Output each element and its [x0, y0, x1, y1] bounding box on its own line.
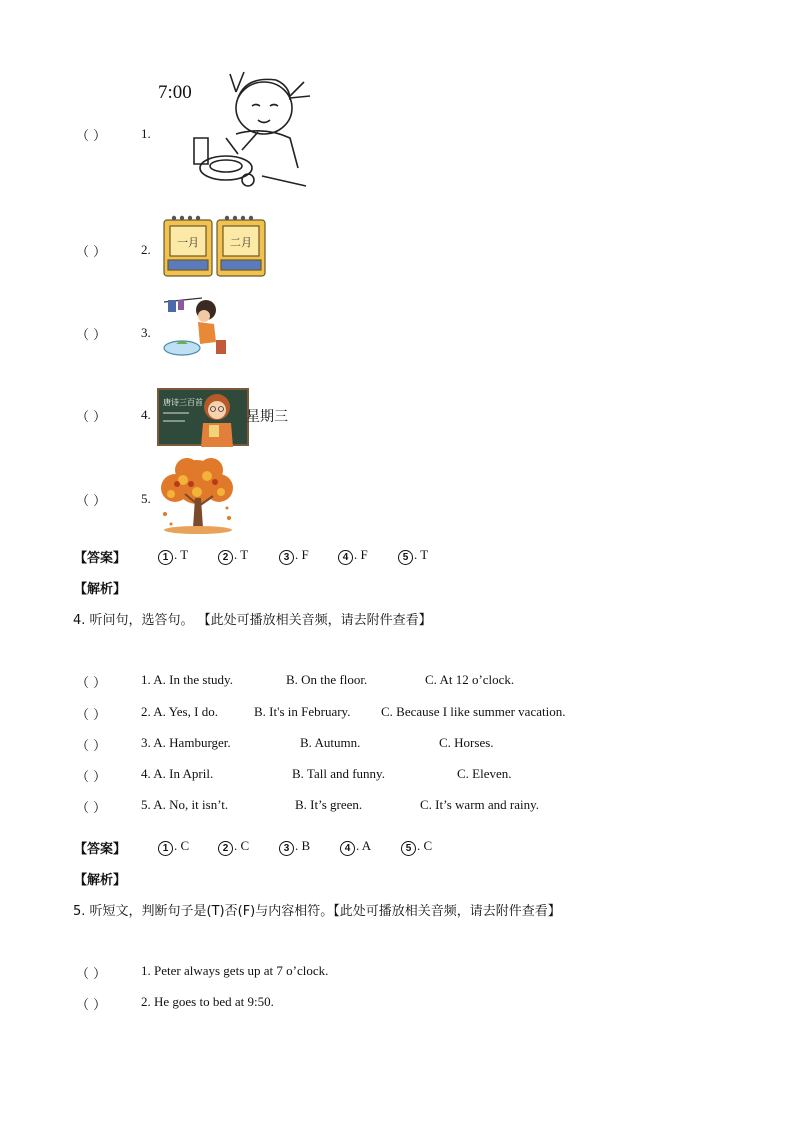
- q4-item-2-option-b: B. It's in February.: [254, 704, 351, 719]
- answer-item: 1 . T: [158, 547, 188, 565]
- item-number: 1.: [141, 126, 151, 141]
- q4-item-3-option-b: B. Autumn.: [300, 735, 361, 750]
- q4-item-4: 4. A. In April.: [141, 766, 214, 781]
- time-label: 7:00: [158, 82, 192, 103]
- item-number: 4.: [141, 407, 151, 422]
- question-5-title: 5. 听短文，判断句子是(T)否(F)与内容相符。【此处可播放相关音频，请去附件查看】: [73, 904, 561, 919]
- q4-item-3: 3. A. Hamburger.: [141, 735, 231, 750]
- answer-item: 1 . C: [158, 838, 189, 856]
- item-number: 3.: [141, 325, 151, 340]
- answer-blank[interactable]: （ ）: [76, 967, 107, 982]
- q4-item-1-option-c: C. At 12 o’clock.: [425, 672, 515, 687]
- answer-number-circle: 4: [340, 841, 355, 856]
- answer-item: 5 . T: [398, 547, 428, 565]
- q4-item-2: 2. A. Yes, I do.: [141, 704, 218, 719]
- answer-blank[interactable]: （ ）: [76, 410, 107, 425]
- answer-number-circle: 2: [218, 841, 233, 856]
- answer-number-circle: 5: [401, 841, 416, 856]
- answer-item: 3 . F: [279, 547, 309, 565]
- q4-item-5: 5. A. No, it isn’t.: [141, 797, 229, 812]
- q4-item-1-option-b: B. On the floor.: [286, 672, 368, 687]
- answer-number-circle: 2: [218, 550, 233, 565]
- answer-number-circle: 1: [158, 841, 173, 856]
- teacher-blackboard-image: [157, 385, 249, 447]
- calendar-label-jan: 一月: [177, 236, 199, 249]
- q4-item-2-option-c: C. Because I like summer vacation.: [381, 704, 566, 719]
- question-4-title: 4. 听问句，选答句。 【此处可播放相关音频，请去附件查看】: [73, 613, 432, 628]
- answer-item: 3 . B: [279, 838, 310, 856]
- answer-number-circle: 5: [398, 550, 413, 565]
- q4-item-3-option-c: C. Horses.: [439, 735, 494, 750]
- q4-item-1: 1. A. In the study.: [141, 672, 233, 687]
- answer-blank[interactable]: （ ）: [76, 676, 107, 691]
- analysis-tag: 【解析】: [74, 582, 127, 597]
- answer-blank[interactable]: （ ）: [76, 998, 107, 1013]
- answer-item: 2 . C: [218, 838, 249, 856]
- calendar-label-feb: 二月: [230, 236, 252, 249]
- answer-item: 4 . A: [340, 838, 371, 856]
- item-number: 5.: [141, 491, 151, 506]
- item-number: 2.: [141, 242, 151, 257]
- q4-item-4-option-c: C. Eleven.: [457, 766, 512, 781]
- answer-blank[interactable]: （ ）: [76, 328, 107, 343]
- answer-blank[interactable]: （ ）: [76, 129, 107, 144]
- autumn-tree-image: [157, 458, 239, 536]
- girl-eating-breakfast-image: [186, 68, 316, 190]
- answer-item: 4 . F: [338, 547, 368, 565]
- q4-item-5-option-b: B. It’s green.: [295, 797, 363, 812]
- answer-blank[interactable]: （ ）: [76, 801, 107, 816]
- q4-item-5-option-c: C. It’s warm and rainy.: [420, 797, 540, 812]
- answer-number-circle: 3: [279, 841, 294, 856]
- analysis-tag: 【解析】: [74, 873, 127, 888]
- answer-item: 5 . C: [401, 838, 432, 856]
- answer-blank[interactable]: （ ）: [76, 708, 107, 723]
- answer-blank[interactable]: （ ）: [76, 739, 107, 754]
- board-text: 唐诗三百首: [163, 398, 203, 407]
- weekday-label: 星期三: [246, 409, 288, 425]
- answer-blank[interactable]: （ ）: [76, 770, 107, 785]
- q5-item-1: 1. Peter always gets up at 7 o’clock.: [141, 963, 329, 978]
- girl-washing-clothes-image: [162, 294, 230, 360]
- q4-item-4-option-b: B. Tall and funny.: [292, 766, 385, 781]
- answer-blank[interactable]: （ ）: [76, 494, 107, 509]
- answer-number-circle: 3: [279, 550, 294, 565]
- calendar-jan-feb-image: [162, 212, 268, 278]
- q5-item-2: 2. He goes to bed at 9:50.: [141, 994, 274, 1009]
- answer-number-circle: 4: [338, 550, 353, 565]
- answer-tag: 【答案】: [74, 551, 127, 566]
- answer-blank[interactable]: （ ）: [76, 245, 107, 260]
- answer-tag: 【答案】: [74, 842, 127, 857]
- answer-item: 2 . T: [218, 547, 248, 565]
- answer-number-circle: 1: [158, 550, 173, 565]
